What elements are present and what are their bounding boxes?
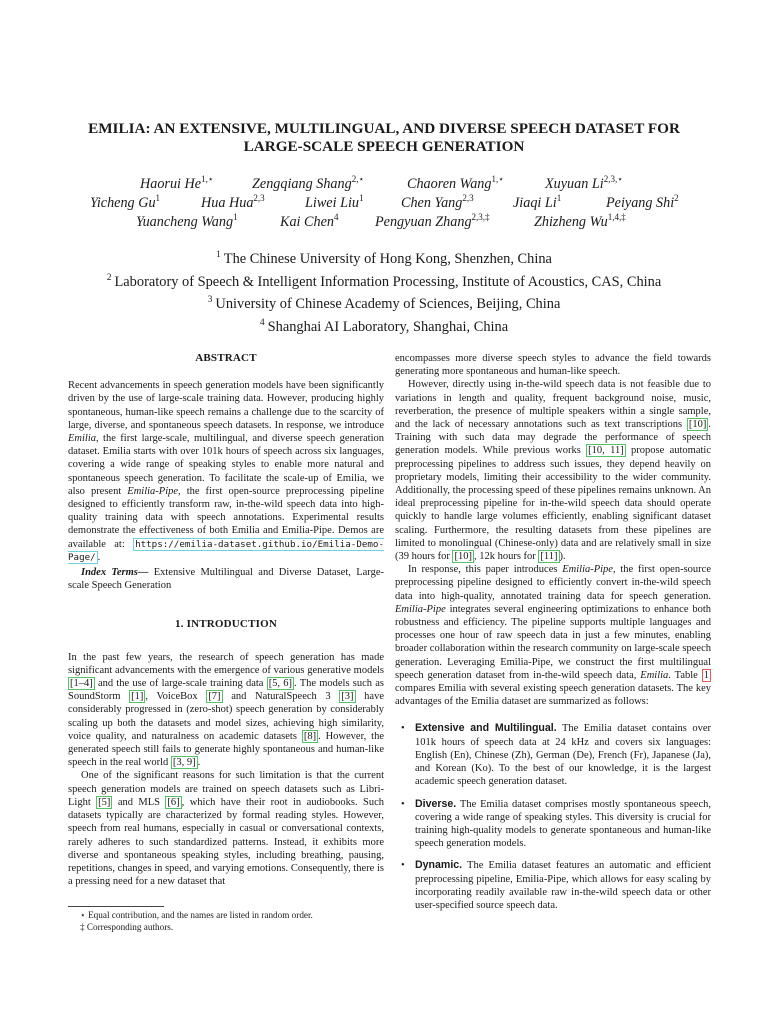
author: Haorui $He^{1,⋆}$ bbox=[140, 174, 214, 192]
footnote: ⋆ Equal contribution, and the names are listed in random order. bbox=[80, 910, 313, 920]
author: Jiaqi Li$^1$ bbox=[513, 193, 562, 211]
affiliation-list bbox=[40, 246, 728, 336]
citation-link[interactable]: [3, 9] bbox=[172, 757, 196, 769]
intro-heading: 1. INTRODUCTION bbox=[174, 618, 277, 631]
affiliation: $^2$ Laboratory of Speech & Intelligent Information Processing, Institute of Acoustics, CAS, China bbox=[106, 272, 662, 290]
affiliation: $^3$ University of Chinese Academy of Sciences, Beijing, China bbox=[207, 295, 561, 312]
advantages-list bbox=[395, 722, 711, 912]
author: Xuyuan $Li^{2,3,⋆}$ bbox=[545, 174, 623, 192]
index-terms: Index Terms— Extensive Multilingual and Diverse Dataset, Large-scale Speech Generation bbox=[68, 567, 384, 592]
intro-paragraph-continued: encompasses more diverse speech styles to advance the field towards generating more spontaneous and human-like speech. bbox=[395, 353, 711, 378]
citation-link[interactable]: [6] bbox=[167, 796, 180, 808]
list-item: • Diverse. The Emilia dataset comprises mostly spontaneous speech, covering a wide range of speaking styles. This diversity is crucial for training high-quality models to generate spontaneous and human-like speech generation models. bbox=[395, 798, 711, 851]
citation-link[interactable]: [5, 6] bbox=[268, 678, 293, 690]
right-column bbox=[395, 352, 711, 921]
author: Pengyuan Zhang$^{2,3,\ddagger}$ bbox=[375, 212, 490, 230]
affiliation: $^4$ Shanghai AI Laboratory, Shanghai, China bbox=[259, 317, 509, 335]
intro-paragraph-2: One of the significant reasons for such limitation is that the current speech generation models are trained on speech datasets such as Libri-Light [5] and MLS [6] , which have their root in audiobooks. Such datasets typically are characterized by formal reading styles. However, speech from real humans, especially in casual or conversational contexts, rarely adheres to such standardized patterns. Instead, it exhibits more diverse and spontaneous speaking styles, including breathing, pausing, repetitions, changes in speed, and varying emotions. Consequently, there is a pressing need for a new dataset that bbox=[68, 770, 385, 888]
footnote: ‡ Corresponding authors. bbox=[80, 922, 174, 932]
footnote-rule bbox=[68, 906, 164, 907]
author: Chaoren Wang$^{1,⋆}$ bbox=[407, 174, 504, 192]
title-line-1: EMILIA: AN EXTENSIVE, MULTILINGUAL, AND DIVERSE SPEECH DATASET FOR bbox=[88, 120, 680, 137]
paper-title bbox=[60, 120, 708, 156]
author-list bbox=[60, 174, 708, 231]
table-reference-link[interactable]: 1 bbox=[703, 669, 709, 681]
author: Kai Chen$^4$ bbox=[280, 212, 339, 230]
footnotes bbox=[68, 906, 384, 933]
list-item: • Extensive and Multilingual. The Emilia dataset contains over 101k hours of speech data at 24 kHz and covers six languages: English (En), Chinese (Zh), German (De), French (Fr), Japanese (Ja), and Korean (Ko). To the best of our knowledge, it is the largest academic speech generation dataset. bbox=[395, 722, 711, 788]
author: Zhizheng $Wu^{1,4,\ddagger}$ bbox=[534, 212, 626, 230]
intro-paragraph-1: In the past few years, the research of speech generation has made significant advancements with the emergence of various generative models [1–4] and the use of large-scale training data [5, 6] . The models such as SoundStorm [1] , VoiceBox [7] and NaturalSpeech 3 [3] have considerably progressed in (zero-shot) speech generation by considerably scaling up both the datasets and model sizes, achieving high similarity, voice quality, and naturalness on academic datasets [8] . However, the generated speech still fails to generate highly spontaneous and human-like speech in the real world [3, 9] . bbox=[68, 651, 384, 769]
citation-link[interactable]: [5] bbox=[98, 796, 111, 808]
citation-link[interactable]: [1–4] bbox=[70, 678, 93, 690]
left-column bbox=[68, 352, 384, 888]
author: Yicheng Gu$^1$ bbox=[90, 193, 161, 211]
citation-link[interactable]: [11] bbox=[540, 551, 558, 563]
author-row bbox=[60, 212, 708, 231]
author: Yuancheng Wang$^1$ bbox=[136, 212, 238, 230]
citation-link[interactable]: [1] bbox=[131, 691, 144, 703]
abstract-text: Recent advancements in speech generation models have been significantly driven by the use of large-scale training data. However, producing highly spontaneous, human-like speech remains a challenge due to the scarcity of large, diverse, and spontaneous speech datasets. In response, we introduce Emilia, the first large-scale, multilingual, and diverse speech generation dataset. Emilia starts with over 101k hours of speech across six languages, covering a wide range of speaking styles to enable more natural and spontaneous speech generation. To facilitate the scale-up of Emilia, we also present Emilia-Pipe, the first open-source preprocessing pipeline designed to efficiently transform raw, in-the-wild speech data into high-quality training data with speech annotations. Experimental results demonstrate the effectiveness of both Emilia and Emilia-Pipe. Demos are available at: https://emilia-dataset.github.io/Emilia-Demo-Page/ . bbox=[68, 380, 384, 563]
author-row bbox=[60, 174, 708, 193]
author: Chen Yang$^{2,3}$ bbox=[401, 193, 474, 211]
citation-link[interactable]: [10] bbox=[688, 419, 707, 431]
author: Zengqiang Shang$^{2,⋆}$ bbox=[252, 174, 365, 192]
author-row bbox=[60, 193, 708, 212]
title-line-2: LARGE-SCALE SPEECH GENERATION bbox=[243, 138, 525, 155]
list-item: • Dynamic. The Emilia dataset features an automatic and efficient preprocessing pipeline, Emilia-Pipe, which allows for easy scaling by incorporating readily available raw in-the-wild speech data or other user-specified source speech data. bbox=[395, 859, 711, 912]
intro-paragraph-4: In response, this paper introduces Emilia-Pipe, the first open-source preprocessing pipeline designed to efficiently convert in-the-wild speech data into high-quality, annotated training data for speech generation. Emilia-Pipe integrates several engineering optimizations to enhance both robustness and efficiency. The pipeline supports multiple languages and processes one hour of raw speech data in just a few minutes, enabling broader collaboration within the research community on large-scale speech generation. Leveraging Emilia-Pipe, we construct the first multilingual speech generation dataset from in-the-wild speech data, Emilia. Table 1 compares Emilia with several existing speech generation datasets. The key advantages of the Emilia dataset are summarized as follows: bbox=[395, 564, 711, 708]
citation-link[interactable]: [8] bbox=[303, 730, 317, 742]
affiliation: $^1$ The Chinese University of Hong Kong, Shenzhen, China bbox=[216, 250, 552, 267]
abstract-heading: ABSTRACT bbox=[195, 352, 257, 364]
citation-link[interactable]: [10, 11] bbox=[588, 445, 624, 457]
citation-link[interactable]: [10] bbox=[454, 551, 472, 563]
intro-paragraph-3: However, directly using in-the-wild speech data is not feasible due to variations in length and quality, frequent background noise, music, reverberation, the presence of multiple speakers within a single sample, and the lack of necessary annotations such as text transcriptions [10] . Training with such data may degrade the performance of speech generation models. While previous works [10, 11] propose automatic preprocessing pipelines to address such issues, they depend heavily on proprietary models, limiting their accessibility to the wider community. Additionally, the processing speed of these pipelines remains unknown. An ideal preprocessing pipeline for in-the-wild speech data should operate quickly to handle large volumes efficiently, enabling significant dataset scaling. Furthermore, the resulting datasets from these pipelines are limited to monolingual (Chinese-only) data and are relatively small in size (39 hours for [10] , 12k hours for [11] ). bbox=[395, 379, 711, 563]
author: Hua Hua$^{2,3}$ bbox=[201, 193, 265, 211]
author: Peiyang Shi$^2$ bbox=[606, 193, 679, 211]
author: Liwei Liu$^1$ bbox=[305, 193, 364, 211]
citation-link[interactable]: [7] bbox=[208, 691, 221, 703]
demo-url-link[interactable]: https://emilia-dataset.github.io/Emilia-Demo-Page/ bbox=[68, 538, 384, 563]
citation-link[interactable]: [3] bbox=[341, 691, 354, 703]
